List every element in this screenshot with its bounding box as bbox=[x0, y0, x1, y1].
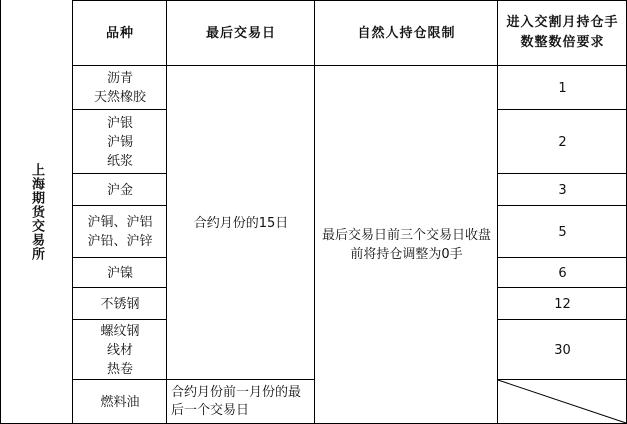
variety-cell bbox=[73, 380, 167, 424]
grid-vline bbox=[72, 0, 73, 424]
variety-line: 沥青 bbox=[106, 71, 133, 86]
variety-cell bbox=[73, 174, 167, 206]
variety-cell bbox=[73, 66, 167, 110]
grid-hline bbox=[497, 109, 627, 110]
multiple-value: 6 bbox=[558, 265, 567, 281]
variety-line: 沪镍 bbox=[106, 265, 133, 281]
grid-hline bbox=[72, 205, 167, 206]
multiple-value: 5 bbox=[558, 224, 567, 240]
grid-hline bbox=[72, 109, 167, 110]
multiple-value: 12 bbox=[554, 296, 571, 312]
grid-hline bbox=[72, 379, 315, 380]
grid-hline bbox=[497, 205, 627, 206]
grid-hline bbox=[497, 287, 627, 288]
grid-hline bbox=[497, 379, 627, 380]
variety-cell bbox=[73, 320, 167, 380]
exchange-name: 上海期货交易所 bbox=[29, 163, 44, 261]
grid-hline bbox=[497, 173, 627, 174]
last-trading-day-fuel-oil: 合约月份前一月份的最后一个交易日 bbox=[171, 385, 302, 418]
variety-line: 燃料油 bbox=[100, 394, 140, 410]
variety-line: 沪铅、沪锌 bbox=[87, 234, 153, 249]
exchange-cell bbox=[0, 0, 73, 424]
variety-line: 沪银 bbox=[106, 115, 133, 131]
variety-cell bbox=[73, 288, 167, 320]
variety-cell bbox=[73, 258, 167, 288]
grid-hline bbox=[72, 173, 167, 174]
variety-line: 热卷 bbox=[106, 361, 133, 377]
grid-vline bbox=[0, 0, 1, 424]
multiple-value-empty bbox=[498, 380, 627, 424]
variety-line: 沪铜、沪铝 bbox=[87, 215, 153, 230]
variety-line: 纸浆 bbox=[106, 153, 133, 169]
variety-cell bbox=[73, 110, 167, 174]
variety-line: 线材 bbox=[106, 342, 133, 358]
multiple-value: 30 bbox=[554, 342, 571, 358]
multiple-value: 1 bbox=[558, 80, 567, 96]
header-natural-person-limit: 自然人持仓限制 bbox=[357, 25, 456, 41]
variety-line: 螺纹钢 bbox=[100, 323, 140, 339]
header-multiple-requirement: 进入交割月持仓手数整数倍要求 bbox=[506, 15, 619, 50]
grid-hline bbox=[72, 319, 167, 320]
grid-hline bbox=[72, 257, 167, 258]
grid-hline bbox=[497, 319, 627, 320]
grid-vline bbox=[166, 0, 167, 424]
multiple-value: 2 bbox=[558, 134, 567, 150]
header-variety: 品种 bbox=[105, 25, 134, 41]
grid-hline bbox=[72, 65, 627, 66]
variety-line: 天然橡胶 bbox=[93, 90, 146, 105]
grid-hline bbox=[72, 0, 627, 1]
variety-cell bbox=[73, 206, 167, 258]
grid-hline bbox=[72, 287, 167, 288]
grid-hline bbox=[497, 257, 627, 258]
variety-line: 不锈钢 bbox=[100, 296, 140, 312]
variety-line: 沪锡 bbox=[106, 134, 133, 150]
grid-vline bbox=[314, 0, 315, 424]
header-last-trading-day: 最后交易日 bbox=[205, 25, 276, 41]
grid-vline bbox=[497, 0, 498, 424]
last-trading-day-main: 合约月份的15日 bbox=[193, 215, 289, 231]
natural-person-limit-text: 最后交易日前三个交易日收盘前将持仓调整为0手 bbox=[321, 228, 491, 262]
variety-line: 沪金 bbox=[106, 182, 133, 198]
multiple-value: 3 bbox=[558, 182, 567, 198]
